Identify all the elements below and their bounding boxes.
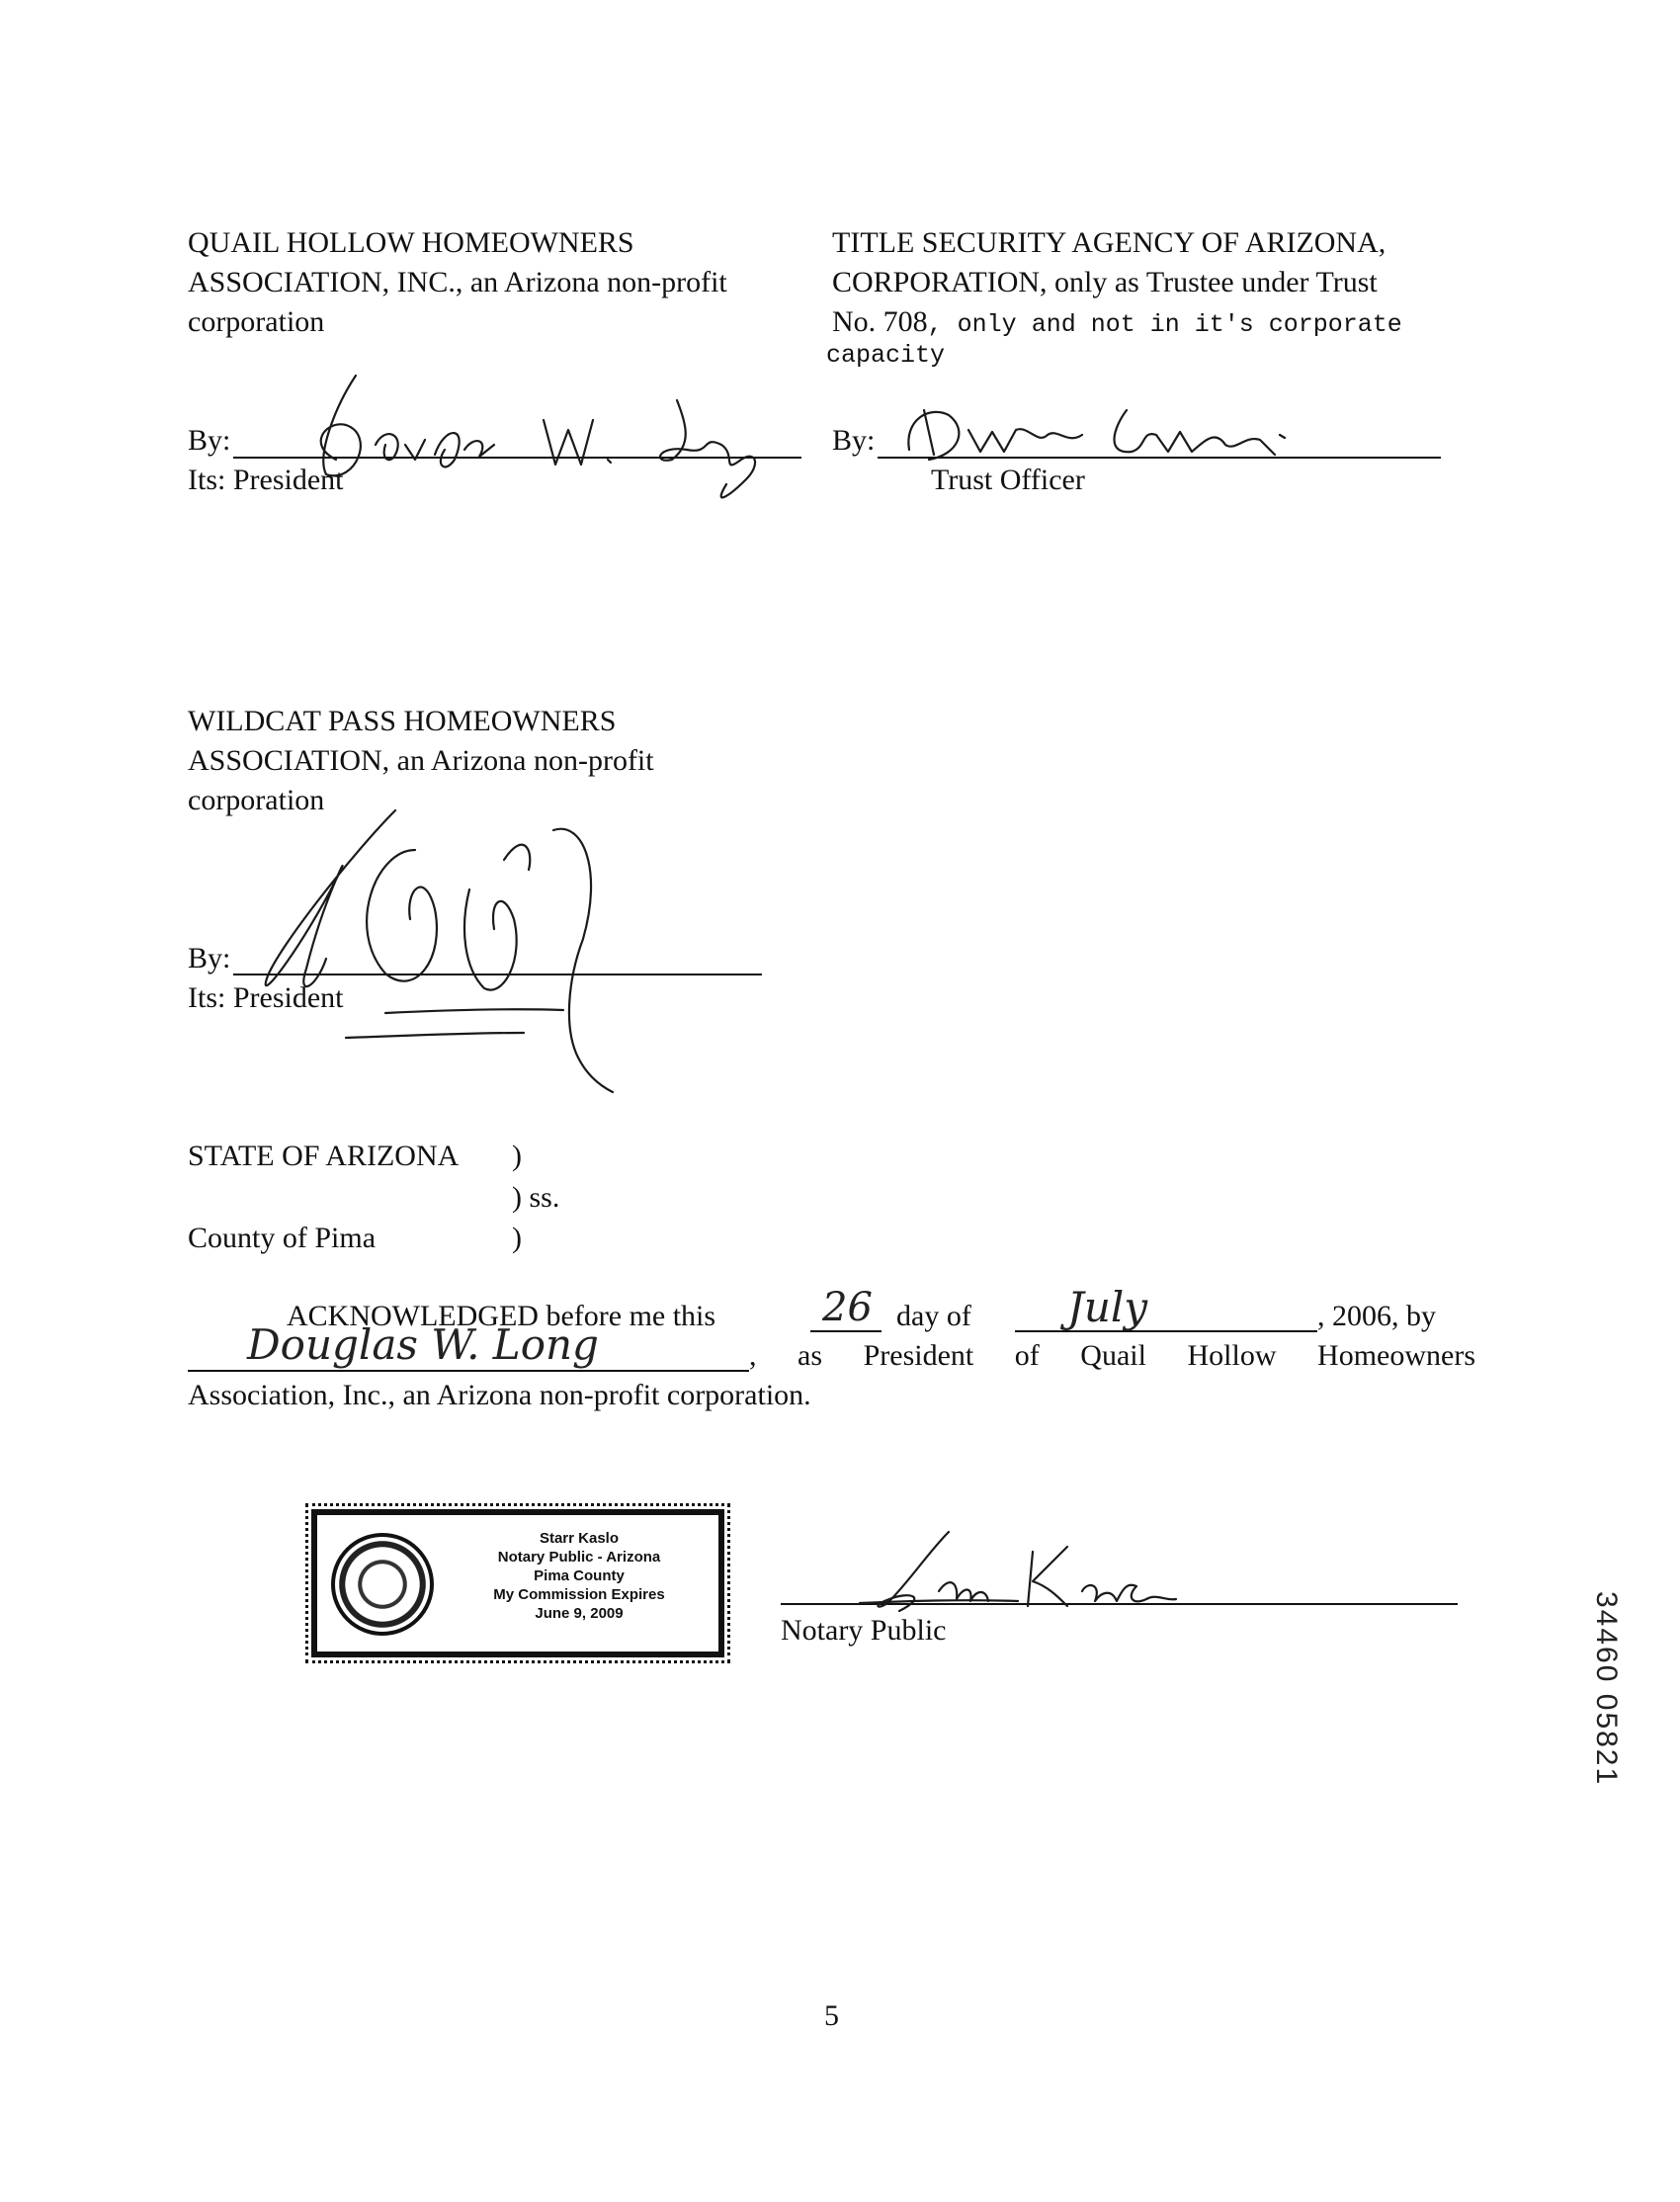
- ack-year-by: , 2006, by: [1317, 1300, 1436, 1332]
- title-security-handwritten-signature: [889, 390, 1364, 479]
- venue-paren-1: ): [512, 1140, 522, 1172]
- title-security-title-label: Trust Officer: [931, 464, 1085, 496]
- venue-paren-3: ): [512, 1222, 522, 1254]
- ack-name-value: Douglas W. Long: [247, 1320, 599, 1369]
- state-seal-icon: [331, 1533, 434, 1636]
- ack-day-blank: [810, 1330, 882, 1332]
- venue-state: STATE OF ARIZONA: [188, 1140, 460, 1172]
- wildcat-pass-by-label: By:: [188, 942, 231, 974]
- title-security-name-line2: CORPORATION, only as Trustee under Trust: [832, 266, 1378, 298]
- quail-hollow-by-label: By:: [188, 424, 231, 457]
- page-number: 5: [824, 1999, 839, 2032]
- notary-stamp: [311, 1509, 724, 1657]
- notary-stamp-name: Starr Kaslo: [539, 1530, 620, 1547]
- wildcat-pass-name-line1: WILDCAT PASS HOMEOWNERS: [188, 705, 617, 737]
- title-security-name-line4: capacity: [826, 341, 946, 370]
- ack-month-blank: [1015, 1330, 1317, 1332]
- venue-ss: ) ss.: [512, 1181, 560, 1214]
- notary-handwritten-signature: [830, 1522, 1206, 1621]
- ack-day-value: 26: [822, 1285, 873, 1330]
- quail-hollow-name-line2: ASSOCIATION, INC., an Arizona non-profit: [188, 266, 727, 298]
- ack-day-of: day of: [896, 1300, 971, 1332]
- title-security-by-label: By:: [832, 424, 876, 457]
- wildcat-pass-name-line3: corporation: [188, 784, 325, 816]
- notary-stamp-title: Notary Public - Arizona: [497, 1549, 661, 1566]
- notary-stamp-commission-label: My Commission Expires: [493, 1586, 665, 1603]
- trust-capacity-text: , only and not in it's corporate: [927, 310, 1402, 339]
- ack-lead: ACKNOWLEDGED before me this: [287, 1300, 716, 1332]
- quail-hollow-name-line3: corporation: [188, 305, 325, 338]
- ack-name-blank: [188, 1370, 749, 1372]
- notary-stamp-county: Pima County: [534, 1567, 625, 1584]
- title-security-name-line1: TITLE SECURITY AGENCY OF ARIZONA,: [832, 226, 1386, 259]
- wildcat-pass-handwritten-signature: [237, 791, 712, 1107]
- wildcat-pass-name-line2: ASSOCIATION, an Arizona non-profit: [188, 744, 654, 777]
- quail-hollow-name-line1: QUAIL HOLLOW HOMEOWNERS: [188, 226, 634, 259]
- notary-stamp-commission-date: June 9, 2009: [535, 1605, 624, 1622]
- notary-stamp-text: [446, 1529, 713, 1623]
- notary-public-label: Notary Public: [781, 1614, 947, 1647]
- ack-as-president: , as President of Quail Hollow Homeowners: [749, 1339, 1475, 1372]
- title-security-name-line3: [832, 302, 1402, 342]
- wildcat-pass-its-label: Its: President: [188, 981, 344, 1014]
- ack-month-value: July: [1067, 1283, 1148, 1331]
- recording-number: 34460 05821: [1590, 1591, 1623, 1787]
- trust-number: No. 708: [832, 305, 928, 338]
- quail-hollow-handwritten-signature: [296, 366, 810, 514]
- venue-county: County of Pima: [188, 1222, 377, 1254]
- ack-line3: Association, Inc., an Arizona non-profit corporation.: [188, 1379, 811, 1411]
- quail-hollow-its-label: Its: President: [188, 464, 344, 496]
